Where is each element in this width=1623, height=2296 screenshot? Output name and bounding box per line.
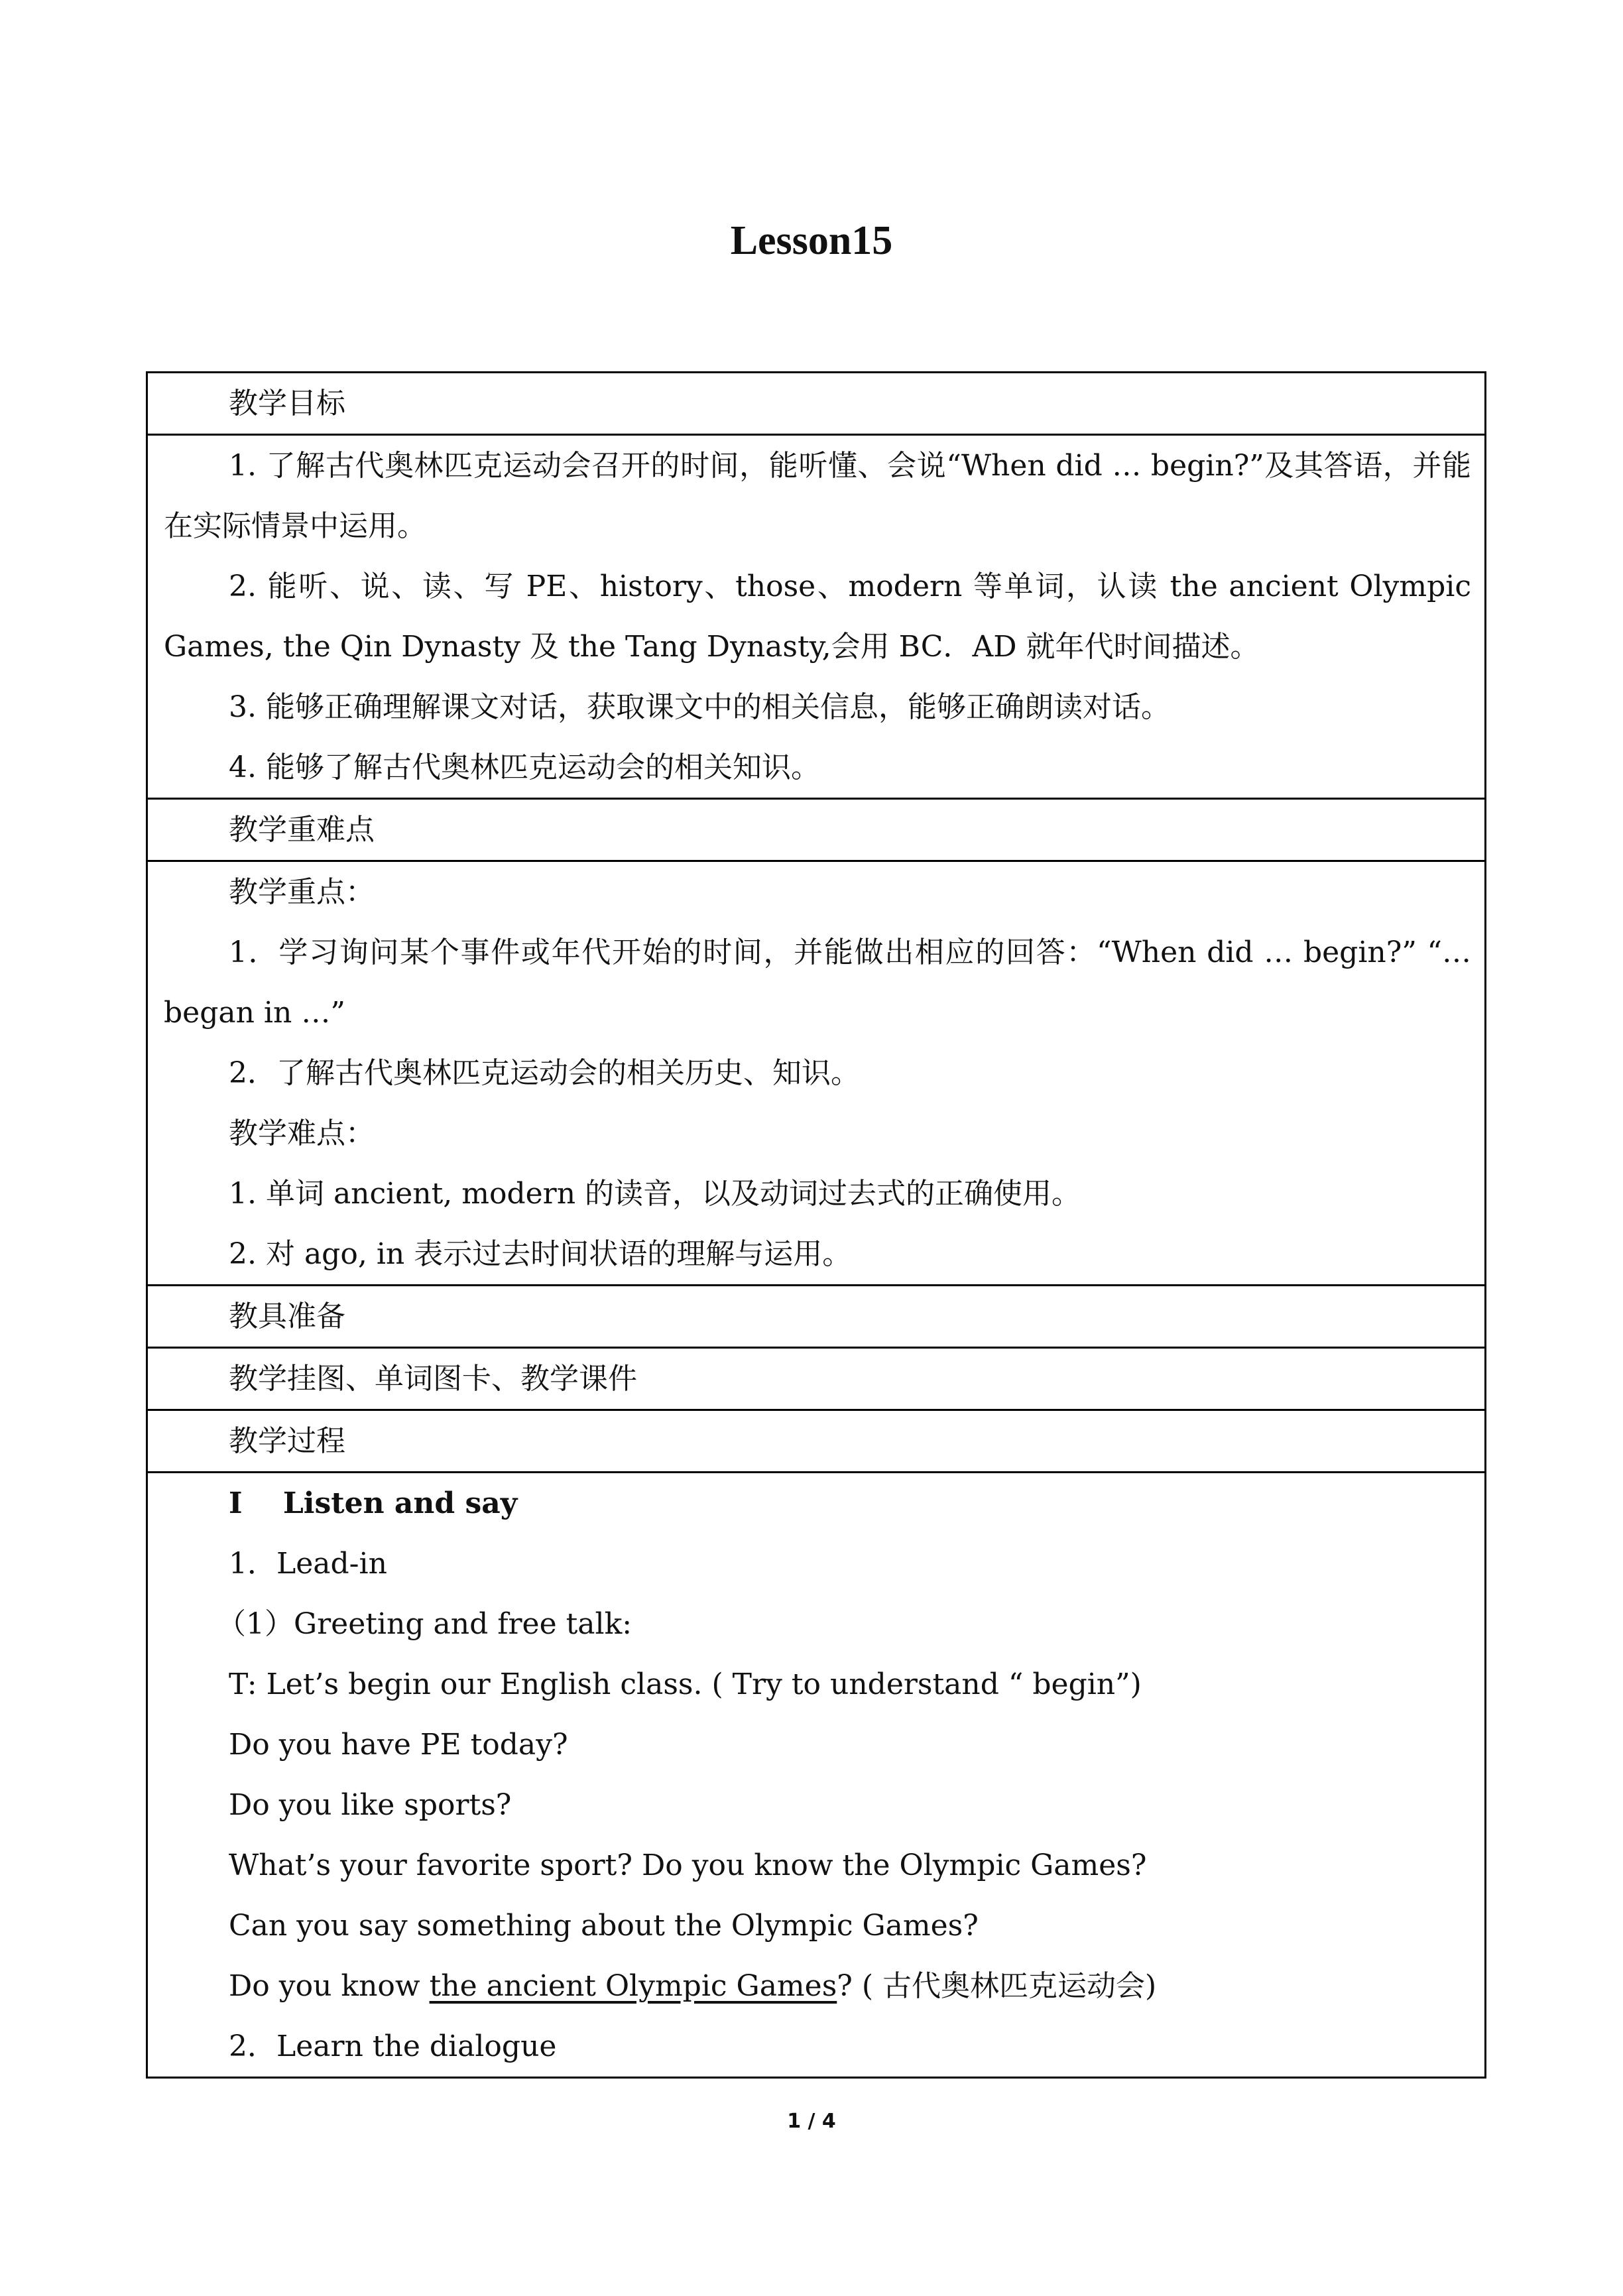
- process-line: What’s your favorite sport? Do you know the Olympic Games?: [229, 1848, 1147, 1882]
- process-part-title: I Listen and say: [229, 1486, 518, 1520]
- objectives-header: 教学目标: [229, 387, 345, 420]
- process-step: 2．Learn the dialogue: [229, 2029, 557, 2063]
- process-line-prefix: Do you know: [229, 1969, 430, 2003]
- difficult-points-label: 教学难点：: [229, 1117, 375, 1150]
- process-header: 教学过程: [229, 1424, 345, 1458]
- process-line: T: Let’s begin our English class. ( Try to understand “ begin”): [229, 1667, 1142, 1701]
- difficult-point-item: 1. 单词 ancient, modern 的读音，以及动词过去式的正确使用。: [229, 1177, 1081, 1211]
- process-cell: [147, 1473, 1486, 2078]
- process-step: 1．Lead-in: [229, 1547, 387, 1581]
- process-line: Do you like sports?: [229, 1788, 512, 1822]
- key-points-cell: [147, 861, 1486, 1286]
- underlined-term: the ancient Olympic Games: [429, 1969, 837, 2003]
- objective-item: 1. 了解古代奥林匹克运动会召开的时间，能听懂、会说“When did … begin?”及其答语，并能在实际情景中运用。: [164, 449, 1471, 543]
- key-points-header-row: [147, 799, 1486, 861]
- materials-text: 教学挂图、单词图卡、教学课件: [229, 1362, 637, 1396]
- process-substep: （1）Greeting and free talk:: [217, 1607, 632, 1641]
- page-number: 1 / 4: [787, 2110, 836, 2133]
- objectives-row: [147, 435, 1486, 799]
- process-header-row: [147, 1410, 1486, 1473]
- objectives-header-row: [147, 373, 1486, 435]
- process-line: Do you have PE today?: [229, 1728, 568, 1762]
- key-points-label: 教学重点：: [229, 875, 375, 909]
- page-title: Lesson15: [730, 218, 893, 263]
- materials-header-row: [147, 1286, 1486, 1348]
- process-line-suffix: ? ( 古代奥林匹克运动会): [837, 1969, 1157, 2003]
- difficult-point-item: 2. 对 ago, in 表示过去时间状语的理解与运用。: [229, 1237, 852, 1271]
- objective-item: 3. 能够正确理解课文对话，获取课文中的相关信息，能够正确朗读对话。: [229, 690, 1170, 724]
- lesson-plan-table: [146, 371, 1486, 2079]
- key-points-header-cell: [147, 799, 1486, 861]
- materials-header: 教具准备: [229, 1299, 345, 1333]
- process-row: [147, 1473, 1486, 2078]
- objective-item: 4. 能够了解古代奥林匹克运动会的相关知识。: [229, 751, 820, 784]
- objectives-header-cell: [147, 373, 1486, 435]
- objective-item: 2. 能听、说、读、写 PE、history、those、modern 等单词，认读 the ancient Olympic Games, the Qin Dynasty 及 the Tang Dynasty,会用 BC．AD 就年代时间描述。: [164, 570, 1471, 664]
- process-line: Can you say something about the Olympic Games?: [229, 1909, 979, 1943]
- key-point-item: 2．了解古代奥林匹克运动会的相关历史、知识。: [229, 1056, 860, 1090]
- materials-row: [147, 1348, 1486, 1410]
- process-header-cell: [147, 1410, 1486, 1473]
- key-point-item: 1．学习询问某个事件或年代开始的时间，并能做出相应的回答：“When did … begin?” “…began in …”: [164, 936, 1471, 1030]
- process-line-ancient-games: [164, 1956, 1471, 2016]
- objectives-cell: [147, 435, 1486, 799]
- key-points-header: 教学重难点: [229, 813, 375, 847]
- materials-header-cell: [147, 1286, 1486, 1348]
- materials-cell: [147, 1348, 1486, 1410]
- key-points-row: [147, 861, 1486, 1286]
